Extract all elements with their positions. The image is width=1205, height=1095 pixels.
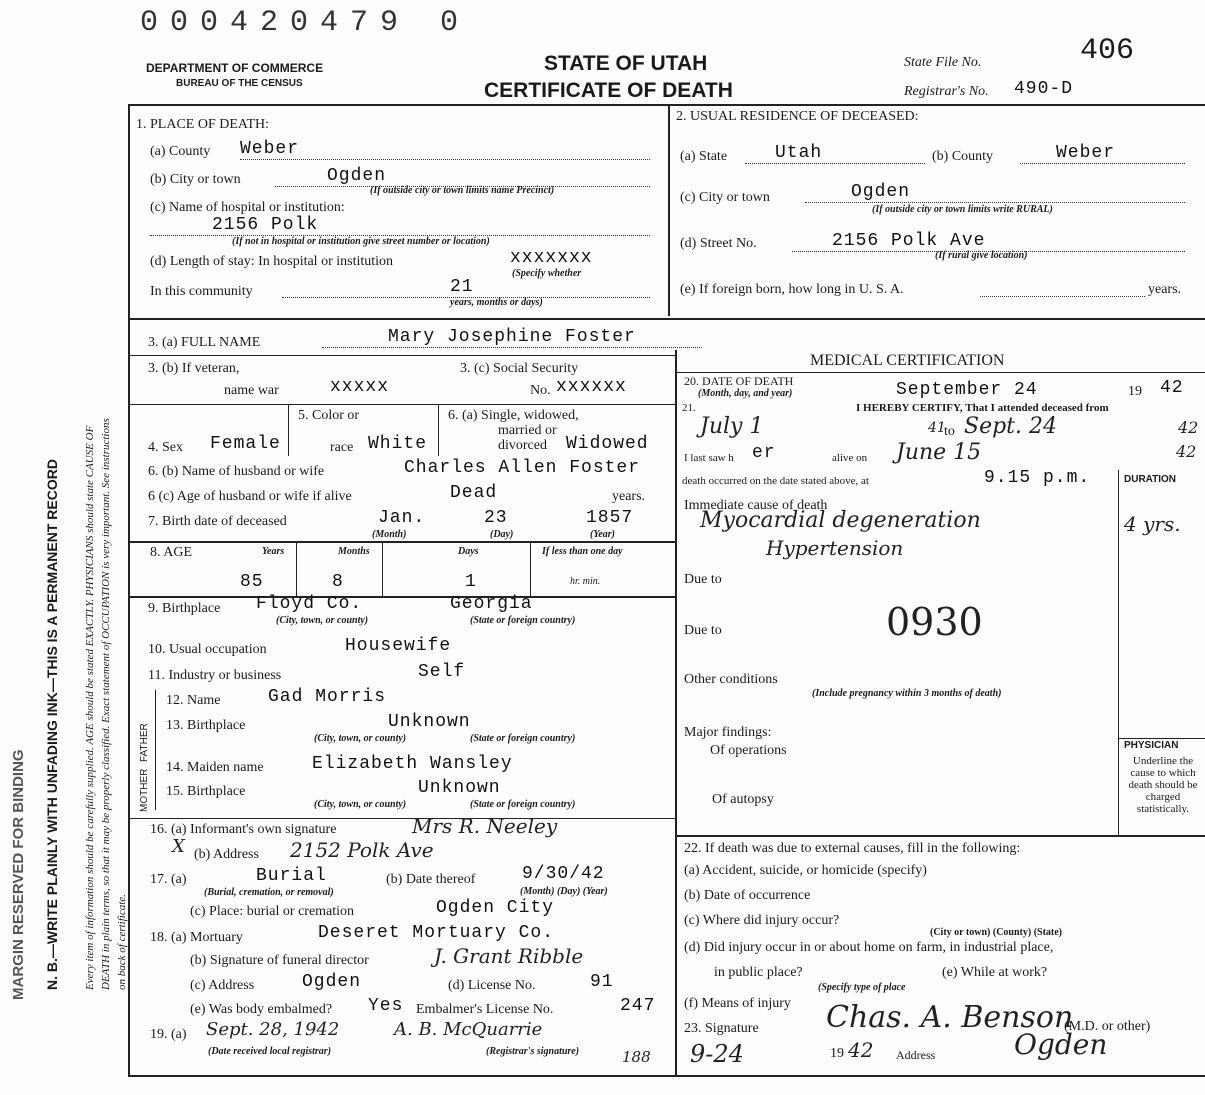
burial-date-note: (Month) (Day) (Year) [520,886,608,897]
res-foreign-label: (e) If foreign born, how long in U. S. A. [680,282,904,297]
death-date-value: September 24 [896,380,1038,400]
informant-address: 2152 Polk Ave [290,838,434,862]
birth-date-label: 7. Birth date of deceased [148,514,287,529]
birth-day-note: (Day) [490,529,514,540]
pod-county-label: (a) County [150,144,211,159]
age-years-value: 85 [240,572,264,592]
birth-month: Jan. [378,508,426,528]
immediate-cause-label: Immediate cause of death [684,498,828,513]
father-state-note: (State or foreign country) [470,733,576,744]
mother-side-label: MOTHER [139,768,150,812]
occupation-label: 10. Usual occupation [148,642,267,657]
due-to-label-1: Due to [684,572,722,587]
age-months-header: Months [338,546,370,557]
informant-signature: Mrs R. Neeley [412,814,558,838]
death-year-prefix: 19 [1128,384,1142,399]
license-value: 91 [590,972,614,992]
received-date: Sept. 28, 1942 [206,1019,340,1040]
physician-signature-label: 23. Signature [684,1021,759,1036]
external-d2-label: in public place? [714,965,803,980]
alive-on-date: June 15 [896,440,982,465]
birthplace-label: 9. Birthplace [148,601,221,616]
margin-nb-line: N. B.—WRITE PLAINLY WITH UNFADING INK—THIS IS A PERMANENT RECORD [44,459,60,990]
pod-specify-note: (Specify whether [512,268,582,279]
res-city-value: Ogden [805,182,1185,203]
birthplace-state: Georgia [450,594,533,614]
industry-value: Self [418,662,466,682]
birthplace-state-note: (State or foreign country) [470,615,576,626]
residence-title: 2. USUAL RESIDENCE OF DECEASED: [676,109,919,124]
father-side-label: FATHER [139,723,150,762]
registrar-label: Registrar's No. [904,84,989,99]
full-name-value: Mary Josephine Foster [322,327,702,348]
physician-box-header: PHYSICIAN [1124,740,1179,751]
color-label: 5. Color or [298,408,360,423]
war-value: xxxxx [330,377,390,397]
pod-hospital-value: 2156 Polk [150,215,650,236]
burial-value: Burial [256,866,327,886]
attended-to-label: to [944,424,955,439]
external-a-label: (a) Accident, suicide, or homicide (specify) [684,863,927,878]
alive-on-label: alive on [832,452,868,464]
external-d-label: (d) Did injury occur in or about home on farm, in industrial place, [684,940,1054,955]
cause-code: 0930 [886,600,983,644]
res-county-label: (b) County [932,149,994,164]
state-file-number: 406 [1080,34,1135,68]
race-label: race [330,440,354,455]
margin-reserved-text: MARGIN RESERVED FOR BINDING [10,749,27,1000]
pod-city-note: (If outside city or town limits name Precinct) [370,185,555,196]
birthplace-city-note: (City, town, or county) [276,615,369,626]
pod-city-label: (b) City or town [150,172,241,187]
external-b-label: (b) Date of occurrence [684,888,811,903]
due-to-label-2: Due to [684,623,722,638]
frame-bottom [128,1075,1205,1077]
birth-month-note: (Month) [372,529,407,540]
mortuary-label: 18. (a) Mortuary [150,930,243,945]
physician-address-label: Address [896,1048,936,1062]
external-causes-title: 22. If death was due to external causes, fill in the following: [684,841,1021,856]
attended-from-date: July 1 [700,414,764,439]
registrar-signature: A. B. McQuarrie [394,1019,543,1040]
age-col-3 [530,543,531,596]
external-specify-place: (Specify type of place [818,982,906,993]
attended-number: 21. [682,402,696,414]
divider-h-1 [128,318,1205,320]
license-label: (d) License No. [448,978,536,993]
res-years-label: years. [1148,282,1182,297]
divider-birthplace [128,596,675,598]
age-months-value: 8 [332,572,344,592]
director-signature: J. Grant Ribble [434,944,584,968]
ss-no-label: No. [530,383,551,398]
embalmed-value: Yes [368,996,404,1016]
immediate-cause-value: Myocardial degeneration [700,508,981,533]
spouse-age-years: years. [612,489,646,504]
embalmer-license-label: Embalmer's License No. [416,1002,554,1017]
race-col-2 [438,404,439,456]
embalmer-license-value: 247 [620,996,656,1016]
divider-veteran [128,404,675,405]
father-city-note: (City, town, or county) [314,733,407,744]
mortuary-value: Deseret Mortuary Co. [318,923,555,943]
state-title: STATE OF UTAH [544,52,708,75]
margin-instructions-2: DEATH in plain terms, so that it may be properly classified. Exact statement of OCCUPATION is very important. See instructions [100,418,112,990]
mother-maiden-label: 14. Maiden name [166,760,264,775]
pod-county-value: Weber [240,139,650,160]
veteran-label: 3. (b) If veteran, [148,361,240,376]
parents-bracket [155,690,156,810]
marital-label-3: divorced [498,438,547,453]
spouse-value: Charles Allen Foster [404,458,641,478]
margin-instructions-3: on back of certificate. [116,894,128,990]
divider-med [677,372,1205,373]
pod-hospital-note: (If not in hospital or institution give street number or location) [232,236,490,247]
attended-text: I HEREBY CERTIFY, That I attended deceased from [856,402,1109,414]
other-conditions-label: Other conditions [684,672,778,687]
physician-box-top [1118,738,1205,739]
war-label: name war [224,383,279,398]
external-f-label: (f) Means of injury [684,996,791,1011]
attended-to-date: Sept. 24 [964,414,1057,439]
occupation-value: Housewife [345,636,452,656]
alive-on-year: 42 [1176,442,1197,461]
divider-external [677,835,1205,837]
divider-top-mid [668,104,670,316]
external-e-label: (e) While at work? [942,965,1048,980]
pod-city-value: Ogden [275,166,650,187]
death-year: 42 [1160,378,1184,398]
sex-value: Female [210,434,281,454]
margin-instructions-1: Every item of information should be carefully supplied. AGE should be stated EXACTLY. PHYSICIANS should state CAUSE OF [84,425,96,990]
frame-left [128,104,130,1077]
divider-mid [675,350,677,1075]
mortuary-address-label: (c) Address [190,978,255,993]
pod-community-label: In this community [150,284,253,299]
pod-stay-hospital: xxxxxxx [510,248,593,268]
burial-date-label: (b) Date thereof [386,872,476,887]
mother-birthplace-value: Unknown [418,778,501,798]
father-birthplace-label: 13. Birthplace [166,718,246,733]
ss-label: 3. (c) Social Security [460,361,579,376]
divider-age [128,541,675,543]
physician-sig-year: 42 [848,1038,874,1062]
sex-label: 4. Sex [148,440,183,455]
res-foreign-line [980,282,1145,297]
hr-min-label: hr. min. [570,576,601,587]
received-label: 19. (a) [150,1027,187,1042]
age-col-1 [296,543,297,596]
res-city-label: (c) City or town [680,190,770,205]
physician-box-text: Underline the cause to which death should be charged statistically. [1128,755,1198,815]
state-file-label: State File No. [904,55,982,70]
registrar-sig-note: (Registrar's signature) [486,1046,580,1057]
industry-label: 11. Industry or business [148,668,282,683]
informant-x-mark: X [172,836,185,857]
place-of-death-title: 1. PLACE OF DEATH: [136,117,270,132]
race-value: White [368,434,428,454]
birth-day: 23 [484,508,508,528]
pod-community-value: 21 [282,277,650,298]
registrar-number: 490-D [1014,79,1074,99]
director-sig-label: (b) Signature of funeral director [190,953,369,968]
father-birthplace-value: Unknown [388,712,471,732]
father-name-label: 12. Name [166,693,221,708]
res-state-value: Utah [745,143,925,164]
race-col-1 [288,404,289,456]
mortuary-address-value: Ogden [302,972,362,992]
attended-from-year: 41 [928,420,946,436]
informant-address-label: (b) Address [194,847,259,862]
divider-informant [128,818,675,819]
less-day-header: If less than one day [542,546,623,557]
medical-title: MEDICAL CERTIFICATION [810,352,1005,369]
death-date-label: 20. DATE OF DEATH [684,374,794,388]
ss-no-value: xxxxxx [556,377,627,397]
md-other-label: (M.D. or other) [1064,1019,1151,1034]
serial-number: 000420479 0 [140,6,471,40]
full-name-label: 3. (a) FULL NAME [148,335,261,350]
of-operations-label: Of operations [710,743,787,758]
mother-birthplace-label: 15. Birthplace [166,784,246,799]
marital-label-2: married or [498,423,557,438]
marital-label: 6. (a) Single, widowed, [448,408,579,423]
attended-to-year: 42 [1178,418,1199,437]
res-street-value: 2156 Polk Ave [792,231,1185,252]
burial-place-label: (c) Place: burial or cremation [190,904,355,919]
res-city-note: (If outside city or town limits write RURAL) [872,204,1053,215]
bureau-label: BUREAU OF THE CENSUS [176,78,303,89]
immediate-cause-value-2: Hypertension [766,536,904,560]
physician-signature: Chas. A. Benson [826,1000,1074,1035]
physician-address: Ogden [1014,1028,1108,1061]
certificate-title: CERTIFICATE OF DEATH [484,79,733,102]
received-note: (Date received local registrar) [208,1046,332,1057]
burial-date-value: 9/30/42 [522,864,605,884]
duration-header: DURATION [1124,474,1177,485]
mother-maiden-value: Elizabeth Wansley [312,754,513,774]
informant-sig-label: 16. (a) Informant's own signature [150,822,337,837]
immediate-cause-duration: 4 yrs. [1124,512,1181,536]
frame-top [128,104,1205,106]
res-street-label: (d) Street No. [680,236,757,251]
mother-state-note: (State or foreign country) [470,799,576,810]
mother-city-note: (City, town, or county) [314,799,407,810]
other-conditions-note: (Include pregnancy within 3 months of death) [812,688,1002,699]
age-days-header: Days [458,546,479,557]
age-days-value: 1 [465,572,477,592]
dept-label: DEPARTMENT OF COMMERCE [146,61,324,75]
birth-year: 1857 [586,508,634,528]
birth-year-note: (Year) [590,529,615,540]
birthplace-city: Floyd Co. [256,594,363,614]
divider-name [128,355,675,356]
pod-hospital-label: (c) Name of hospital or institution: [150,200,345,215]
major-findings-label: Major findings: [684,725,772,740]
res-state-label: (a) State [680,149,728,164]
spouse-age-label: 6 (c) Age of husband or wife if alive [148,489,352,504]
death-date-note: (Month, day, and year) [698,388,793,399]
duration-col-line [1118,470,1119,835]
external-c-label: (c) Where did injury occur? [684,913,840,928]
pod-stay-label: (d) Length of stay: In hospital or institution [150,254,394,269]
of-autopsy-label: Of autopsy [712,792,774,807]
physician-sig-year-prefix: 19 [830,1046,844,1061]
age-years-header: Years [262,546,285,557]
burial-note: (Burial, cremation, or removal) [204,887,334,898]
age-label: 8. AGE [150,545,192,560]
death-occurred-label: death occurred on the date stated above, at [682,475,869,487]
burial-label: 17. (a) [150,872,187,887]
page-number: 188 [622,1048,651,1066]
res-county-value: Weber [1020,143,1185,164]
res-street-note: (If rural give location) [935,250,1028,261]
marital-value: Widowed [566,434,649,454]
external-c-note: (City or town) (County) (State) [930,927,1063,938]
spouse-label: 6. (b) Name of husband or wife [148,464,325,479]
father-name-value: Gad Morris [268,687,387,707]
embalmed-label: (e) Was body embalmed? [190,1002,333,1017]
spouse-age-value: Dead [450,483,498,503]
burial-place-value: Ogden City [436,898,555,918]
physician-sig-date: 9-24 [690,1040,744,1068]
death-time: 9.15 p.m. [984,468,1091,488]
last-saw-suffix: er [752,443,776,463]
age-col-2 [382,543,383,596]
pod-community-note: years, months or days) [450,297,543,308]
last-saw-label: I last saw h [684,452,734,464]
